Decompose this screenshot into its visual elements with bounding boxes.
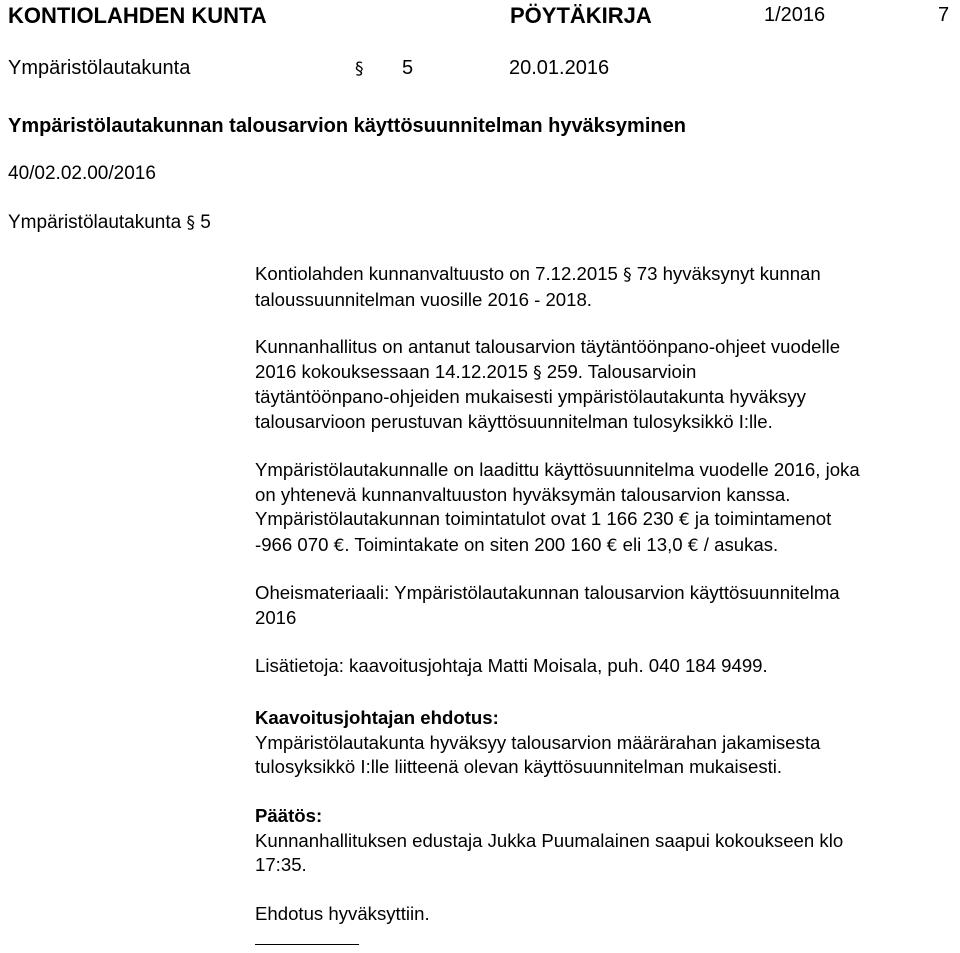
reference-number: 40/02.02.00/2016 [8,163,156,184]
section-symbol: § [533,362,542,383]
p3-line-3: Ympäristölautakunnan toimintatulot ovat 1 166 230 € ja toimintamenot [255,508,832,530]
decision-line-1: Kunnanhallituksen edustaja Jukka Puumalainen saapui kokoukseen klo [255,829,844,851]
paragraph-1 [255,262,955,312]
board-line-name: Ympäristölautakunta [8,212,182,233]
board-line-symbol: § [186,213,195,233]
signature-line [255,944,359,945]
euro-symbol: € [606,535,618,556]
decision-result [255,902,955,927]
decision-line-2: 17:35. [255,854,307,875]
board-line-section: 5 [200,212,211,233]
euro-symbol: € [333,535,345,556]
section-symbol: § [355,59,364,79]
p3-line-4: -966 070 €. Toimintakate on siten 200 160 € eli 13,0 € / asukas. [255,533,779,556]
meeting-date: 20.01.2016 [509,57,610,79]
board-section-line [8,211,211,236]
proposal-heading: Kaavoitusjohtajan ehdotus: [255,707,499,728]
contact-info [255,654,955,679]
proposal-line-2: tulosyksikkö I:lle liitteenä olevan käyttösuunnitelman mukaisesti. [255,756,783,777]
paragraph-3 [255,458,955,558]
paragraph-2 [255,335,955,434]
p1-line-2: taloussuunnitelman vuosille 2016 - 2018. [255,288,592,310]
section-symbol: § [623,265,632,285]
euro-symbol: € [678,510,690,530]
p2-line-4: talousarvioon perustuvan käyttösuunnitelman tulosyksikkö I:lle. [255,410,773,432]
attachment-line-2: 2016 [255,606,297,628]
decision-line-3: Ehdotus hyväksyttiin. [255,903,430,924]
p3-line-2: on yhtenevä kunnanvaltuuston hyväksymän talousarvion kanssa. [255,483,791,505]
p2-line-2: 2016 kokouksessaan 14.12.2015 § 259. Talousarvioin [255,360,697,383]
p1-line-1: Kontiolahden kunnanvaltuusto on 7.12.2015 § 73 hyväksynyt kunnan [255,263,821,285]
p2-line-3: täytäntöönpano-ohjeiden mukaisesti ympäristölautakunta hyväksyy [255,386,806,407]
item-title: Ympäristölautakunnan talousarvion käyttösuunnitelman hyväksyminen [8,115,686,137]
p2-line-1: Kunnanhallitus on antanut talousarvion täytäntöönpano-ohjeet vuodelle [255,336,841,357]
p3-line-1: Ympäristölautakunnalle on laadittu käyttösuunnitelma vuodelle 2016, joka [255,459,860,480]
euro-symbol: € [687,535,699,556]
document-number: 1/2016 [764,4,826,26]
proposal-section [255,706,955,780]
attachment-line-1: Oheismateriaali: Ympäristölautakunnan talousarvion käyttösuunnitelma [255,582,840,603]
decision-section [255,804,955,878]
board-name: Ympäristölautakunta [8,57,191,79]
document-type: PÖYTÄKIRJA [510,3,652,28]
municipality-name: KONTIOLAHDEN KUNTA [8,3,267,28]
proposal-line-1: Ympäristölautakunta hyväksyy talousarvion määrärahan jakamisesta [255,731,821,753]
attachment-note [255,581,955,630]
contact-line: Lisätietoja: kaavoitusjohtaja Matti Moisala, puh. 040 184 9499. [255,655,768,676]
page-number: 7 [938,4,950,26]
section-number: 5 [402,57,414,79]
decision-heading: Päätös: [255,805,323,826]
